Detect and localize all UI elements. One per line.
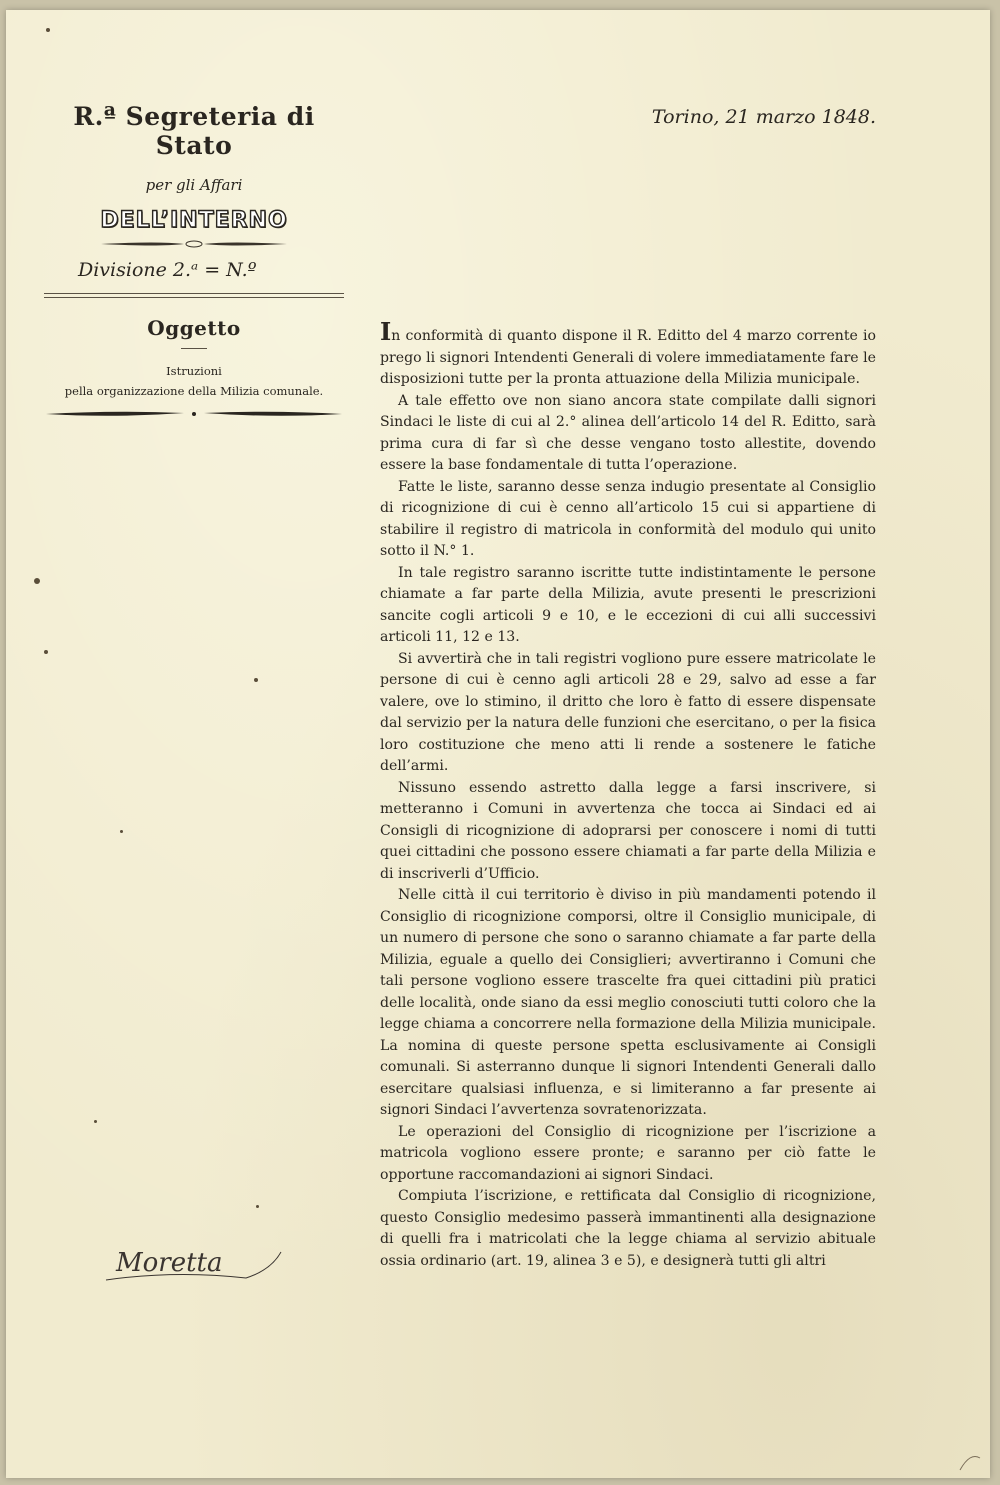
- paragraph: Nissuno essendo astretto dalla legge a farsi inscrivere, si metteranno i Comuni in avvertenza che tocca ai Sindaci ed ai Consigli di ricognizione di adoprarsi per conoscere i nomi di tutti quei cittadini che possono essere chiamati a far parte della Milizia e di inscriverli d’Ufficio.: [380, 779, 876, 882]
- corner-mark-icon: [956, 1450, 984, 1474]
- paper-speck: [46, 28, 50, 32]
- paragraph: Le operazioni del Consiglio di ricognizione per l’iscrizione a matricola vogliono essere pronte; e saranno per ciò fatte le opportune raccomandazioni ai signori Sindaci.: [380, 1123, 876, 1183]
- divider: [44, 297, 344, 298]
- division-number: Divisione 2.ᵃ = N.º: [78, 259, 257, 281]
- dateline: Torino, 21 marzo 1848.: [651, 106, 876, 128]
- signature-text: Moretta: [116, 1248, 223, 1278]
- paragraph: Si avvertirà che in tali registri vogliono pure essere matricolate le persone di cui è cenno agli articoli 28 e 29, salvo ad esse a far valere, ove lo stimino, il dritto che loro è fatto di essere dispensate dal servizio per la natura delle funzioni che esercitano, o per la fisica loro costituzione che meno atti li rende a sostenere le fatiche dell’armi.: [380, 650, 876, 774]
- paragraph: Nelle città il cui territorio è diviso in più mandamenti potendo il Consiglio di ricognizione comporsi, oltre il Consiglio municipale, di un numero di persone che sono o saranno chiamate a far parte della Milizia, eguale a quello dei Consiglieri; avvertiranno i Comuni che tali persone vogliono essere trascelte fra quei cittadini più pratici delle località, onde siano da essi meglio conosciuti tutti coloro che la legge chiama a concorrere nella formazione della Milizia municipale. La nomina di queste persone spetta esclusivamente ai Consigli comunali. Si asterranno dunque li signori Intendenti Generali dallo esercitare qualsiasi influenza, e si limiteranno a far presente ai signori Sindaci l’avvertenza sovratenorizzata.: [380, 887, 876, 1118]
- object-line-1: Istruzioni: [166, 364, 222, 378]
- signature: [96, 1240, 296, 1290]
- divider: [181, 348, 207, 349]
- letterhead: [44, 102, 344, 421]
- object-line-2: pella organizzazione della Milizia comunale.: [64, 384, 324, 398]
- paragraph: A tale effetto ove non siano ancora state compilate dalli signori Sindaci le liste di cui al 2.° alinea dell’articolo 14 del R. Editto, sarà prima cura di far sì che desse vengano tosto allestite, dovendo essere la base fondamentale di tutta l’operazione.: [380, 392, 876, 473]
- paper-speck: [256, 1205, 259, 1208]
- office-subtitle: per gli Affari: [145, 176, 243, 194]
- paper-speck: [94, 1120, 97, 1123]
- drop-cap: I: [380, 317, 392, 346]
- paper-speck: [34, 578, 40, 584]
- letter-body: [380, 317, 876, 1272]
- paragraph: In conformità di quanto dispone il R. Editto del 4 marzo corrente io prego li signori Intendenti Generali di volere immediatamente fare le disposizioni tutte per la pronta attuazione della Milizia municipale.: [380, 317, 876, 387]
- signature-flourish-icon: [96, 1240, 296, 1290]
- office-title: R.ª Segreteria di Stato: [73, 102, 315, 160]
- paragraph: In tale registro saranno iscritte tutte indistintamente le persone chiamate a far parte della Milizia, avute presenti le prescrizioni sancite cogli articoli 9 e 10, e le eccezioni di cui alli successivi articoli 11, 12 e 13.: [380, 564, 876, 645]
- ornament-divider-icon: [44, 407, 344, 421]
- paper-speck: [44, 650, 48, 654]
- ornament-divider-icon: [99, 239, 289, 249]
- paper-speck: [120, 830, 123, 833]
- object-label: Oggetto: [147, 316, 241, 340]
- office-department: DELL’INTERNO: [100, 208, 288, 233]
- document-page: [6, 10, 990, 1478]
- paper-speck: [254, 678, 258, 682]
- divider: [44, 293, 344, 294]
- paragraph: Fatte le liste, saranno desse senza indugio presentate al Consiglio di ricognizione di cui è cenno all’articolo 15 cui si appartiene di stabilire il registro di matricola in conformità del modulo qui unito sotto il N.° 1.: [380, 478, 876, 559]
- paragraph: Compiuta l’iscrizione, e rettificata dal Consiglio di ricognizione, questo Consiglio medesimo passerà immantinenti alla designazione di quelli fra i matricolati che la legge chiama al servizio abituale ossia ordinario (art. 19, alinea 3 e 5), e designerà tutti gli altri: [380, 1188, 876, 1269]
